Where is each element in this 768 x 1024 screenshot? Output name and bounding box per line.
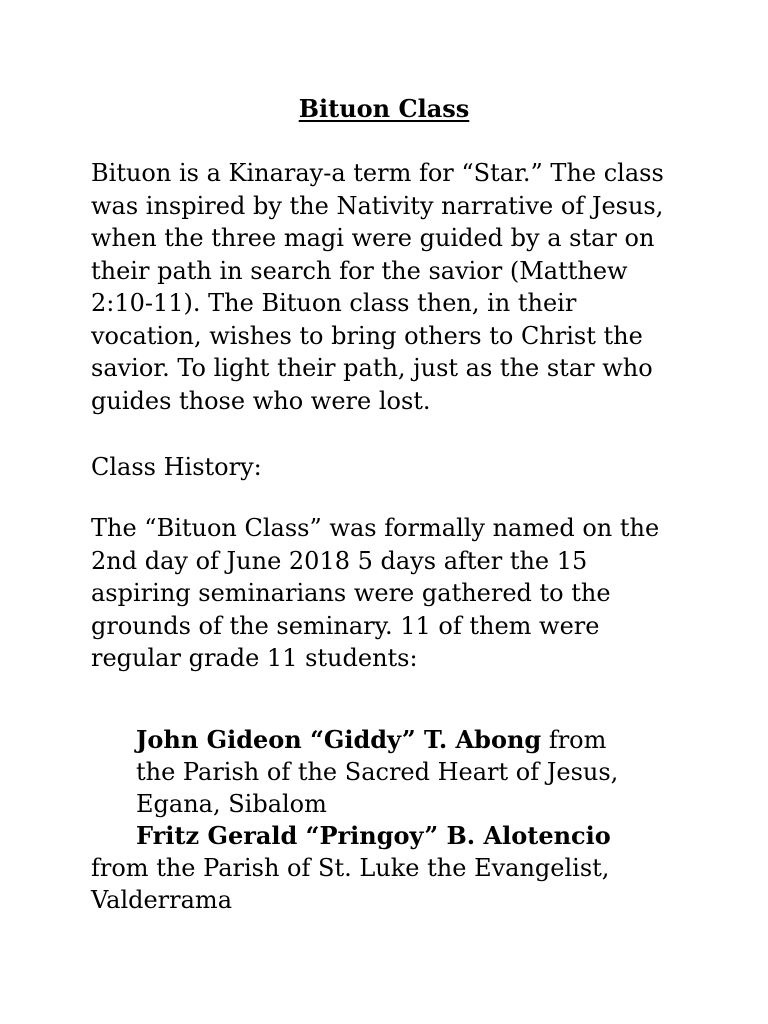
student-entry bbox=[91, 820, 611, 916]
student-first-line bbox=[91, 820, 611, 852]
student-text: the Parish of the Sacred Heart of Jesus, bbox=[136, 758, 619, 786]
history-line: The “Bituon Class” was formally named on the bbox=[91, 514, 660, 542]
intro-line: when the three magi were guided by a star on bbox=[91, 224, 655, 252]
student-text: from the Parish of St. Luke the Evangelist, bbox=[91, 854, 610, 882]
intro-line: Bituon is a Kinaray-a term for “Star.” The class bbox=[91, 159, 664, 187]
student-text: Valderrama bbox=[91, 886, 232, 914]
student-text: from bbox=[541, 726, 607, 754]
intro-line: their path in search for the savior (Matthew bbox=[91, 256, 628, 285]
history-line: regular grade 11 students: bbox=[91, 644, 418, 672]
intro-line: was inspired by the Nativity narrative of Jesus, bbox=[91, 191, 664, 220]
student-entry bbox=[136, 724, 618, 820]
student-text: Egana, Sibalom bbox=[136, 790, 327, 818]
intro-line: 2:10-11). The Bituon class then, in their bbox=[91, 289, 577, 317]
intro-line: guides those who were lost. bbox=[91, 386, 431, 415]
intro-paragraph bbox=[91, 157, 681, 417]
history-line: 2nd day of June 2018 5 days after the 15 bbox=[91, 546, 588, 575]
student-name: John Gideon “Giddy” T. Abong bbox=[136, 725, 542, 754]
intro-line: vocation, wishes to bring others to Christ the bbox=[91, 321, 643, 350]
student-name: Fritz Gerald “Pringoy” B. Alotencio bbox=[136, 821, 611, 850]
student-first-line bbox=[136, 724, 618, 756]
history-paragraph bbox=[91, 512, 681, 675]
document-title: Bituon Class bbox=[298, 94, 470, 123]
history-line: grounds of the seminary. 11 of them were bbox=[91, 611, 600, 640]
intro-line: savior. To light their path, just as the star who bbox=[91, 354, 653, 382]
history-heading: Class History: bbox=[91, 453, 262, 481]
history-line: aspiring seminarians were gathered to the bbox=[91, 579, 611, 607]
